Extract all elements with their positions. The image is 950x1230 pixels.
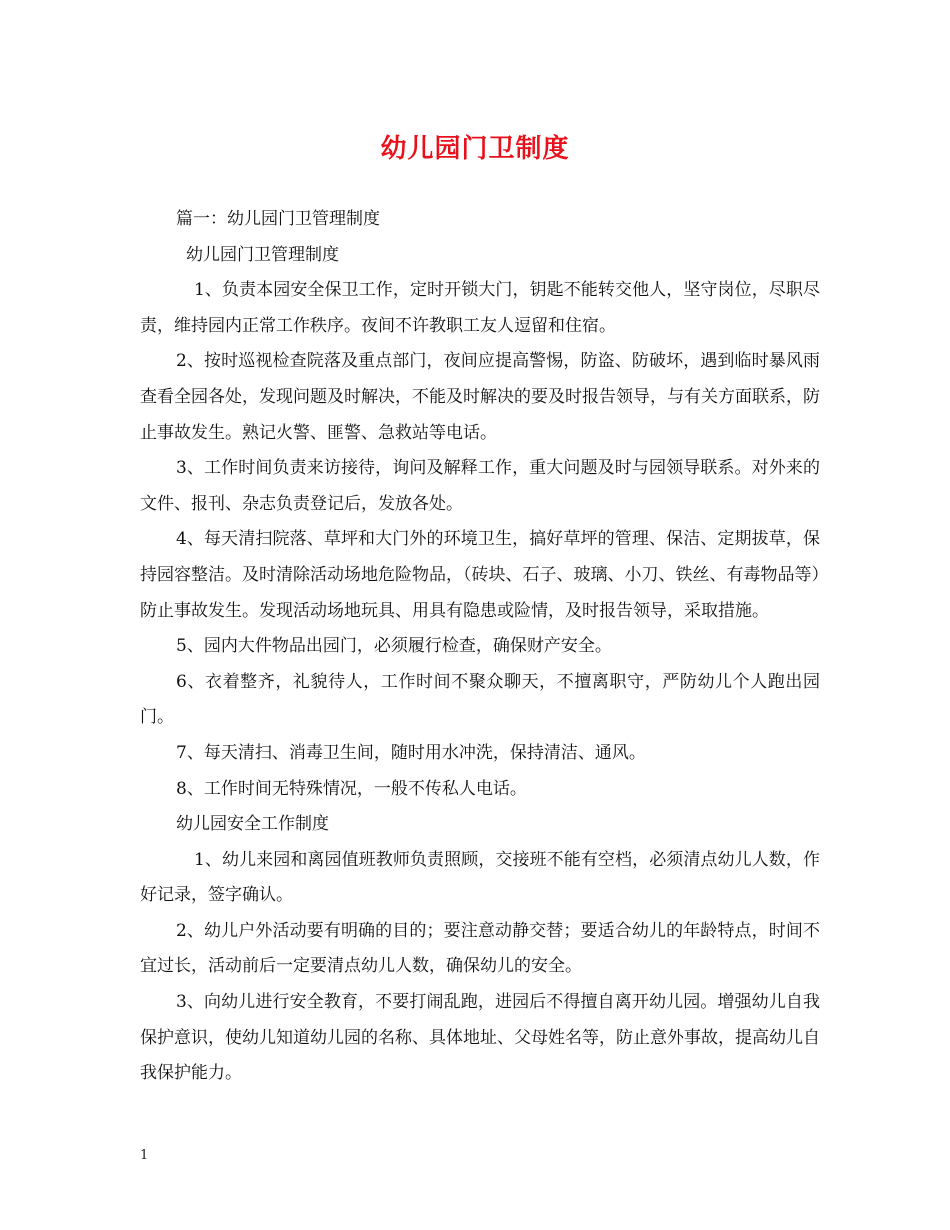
document-title: 幼儿园门卫制度 <box>380 134 570 164</box>
subheading-safety-rules: 幼儿园安全工作制度 <box>176 814 329 835</box>
page-number: 1 <box>140 1148 149 1163</box>
paragraph-safety-3: 3、向幼儿进行安全教育，不要打闹乱跑，进园后不得擅自离开幼儿园。增强幼儿自我保护意识，使幼儿知道幼儿园的名称、具体地址、父母姓名等，防止意外事故，提高幼儿自我保护能力。 <box>140 992 820 1084</box>
paragraph-safety-2: 2、幼儿户外活动要有明确的目的；要注意动静交替；要适合幼儿的年龄特点，时间不宜过长，活动前后一定要清点幼儿人数，确保幼儿的安全。 <box>140 920 820 977</box>
paragraph-gatekeeper-3: 3、工作时间负责来访接待，询问及解释工作，重大问题及时与园领导联系。对外来的文件、报刊、杂志负责登记后，发放各处。 <box>140 458 820 514</box>
paragraph-safety-1: 1、幼儿来园和离园值班教师负责照顾，交接班不能有空档，必须清点幼儿人数，作好记录，签字确认。 <box>140 849 820 906</box>
section-heading: 篇一：幼儿园门卫管理制度 <box>176 209 380 229</box>
document-body <box>140 202 820 1092</box>
paragraph-gatekeeper-7: 7、每天清扫、消毒卫生间，随时用水冲洗，保持清洁、通风。 <box>176 742 646 763</box>
paragraph-gatekeeper-1: 1、负责本园安全保卫工作，定时开锁大门，钥匙不能转交他人，坚守岗位，尽职尽责，维持园内正常工作秩序。夜间不许教职工友人逗留和住宿。 <box>140 280 820 336</box>
paragraph-gatekeeper-6: 6、衣着整齐，礼貌待人，工作时间不聚众聊天，不擅离职守，严防幼儿个人跑出园门。 <box>140 671 820 728</box>
subheading-gatekeeper-rules: 幼儿园门卫管理制度 <box>186 244 339 265</box>
paragraph-gatekeeper-5: 5、园内大件物品出园门，必须履行检查，确保财产安全。 <box>176 636 612 657</box>
paragraph-gatekeeper-8: 8、工作时间无特殊情况，一般不传私人电话。 <box>176 778 527 799</box>
paragraph-gatekeeper-4: 4、每天清扫院落、草坪和大门外的环境卫生，搞好草坪的管理、保洁、定期拔草，保持园容整洁。及时清除活动场地危险物品，（砖块、石子、玻璃、小刀、铁丝、有毒物品等）防止事故发生。发现活动场地玩具、用具有隐患或险情，及时报告领导，采取措施。 <box>140 529 820 621</box>
paragraph-gatekeeper-2: 2、按时巡视检查院落及重点部门，夜间应提高警惕，防盗、防破坏，遇到临时暴风雨查看全园各处，发现问题及时解决，不能及时解决的要及时报告领导，与有关方面联系，防止事故发生。熟记火警、匪警、急救站等电话。 <box>140 351 820 443</box>
